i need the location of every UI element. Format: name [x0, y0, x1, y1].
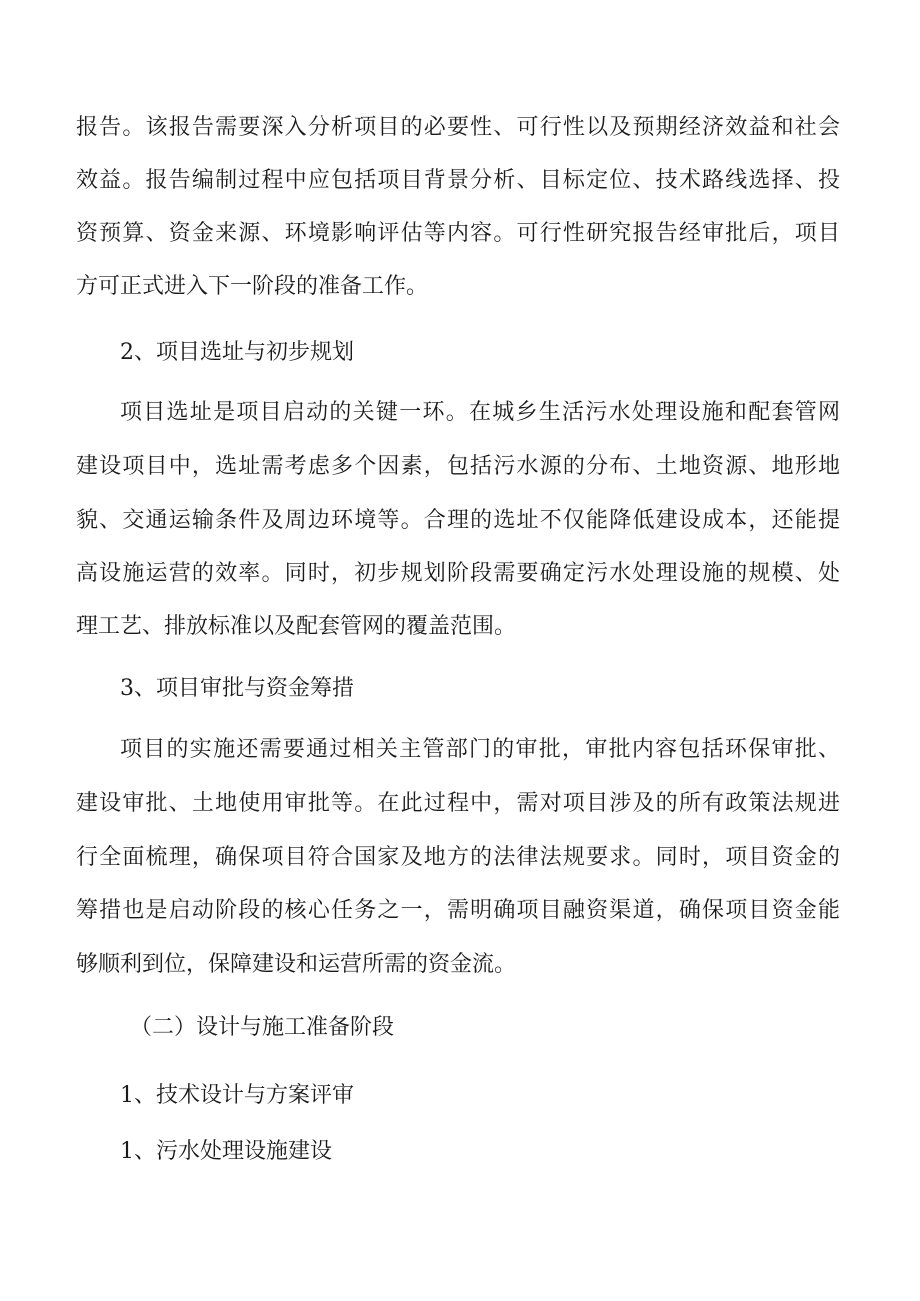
section-heading: 2、项目选址与初步规划	[120, 340, 354, 365]
paragraph-line: 够顺利到位，保障建设和运营所需的资金流。	[76, 952, 517, 977]
section-heading: （二）设计与施工准备阶段	[130, 1015, 395, 1040]
paragraph-line: 建设项目中，选址需考虑多个因素，包括污水源的分布、土地资源、地形地	[76, 454, 840, 479]
paragraph-line: 筹措也是启动阶段的核心任务之一，需明确项目融资渠道，确保项目资金能	[76, 898, 840, 923]
paragraph-line: 理工艺、排放标准以及配套管网的覆盖范围。	[76, 614, 517, 639]
paragraph-line: 建设审批、土地使用审批等。在此过程中，需对项目涉及的所有政策法规进	[76, 791, 840, 816]
paragraph-line: 高设施运营的效率。同时，初步规划阶段需要确定污水处理设施的规模、处	[76, 561, 840, 586]
paragraph-line: 效益。报告编制过程中应包括项目背景分析、目标定位、技术路线选择、投	[76, 168, 840, 193]
subsection-heading: 1、污水处理设施建设	[120, 1139, 332, 1164]
paragraph-line: 报告。该报告需要深入分析项目的必要性、可行性以及预期经济效益和社会	[76, 115, 840, 140]
paragraph-line: 方可正式进入下一阶段的准备工作。	[76, 274, 429, 299]
paragraph-line: 项目选址是项目启动的关键一环。在城乡生活污水处理设施和配套管网	[120, 400, 840, 425]
paragraph-line: 资预算、资金来源、环境影响评估等内容。可行性研究报告经审批后，项目	[76, 221, 840, 246]
section-heading: 3、项目审批与资金筹措	[120, 676, 354, 701]
paragraph-line: 行全面梳理，确保项目符合国家及地方的法律法规要求。同时，项目资金的	[76, 845, 840, 870]
paragraph-line: 貌、交通运输条件及周边环境等。合理的选址不仅能降低建设成本，还能提	[76, 508, 840, 533]
paragraph-line: 项目的实施还需要通过相关主管部门的审批，审批内容包括环保审批、	[120, 737, 840, 762]
subsection-heading: 1、技术设计与方案评审	[120, 1083, 354, 1108]
